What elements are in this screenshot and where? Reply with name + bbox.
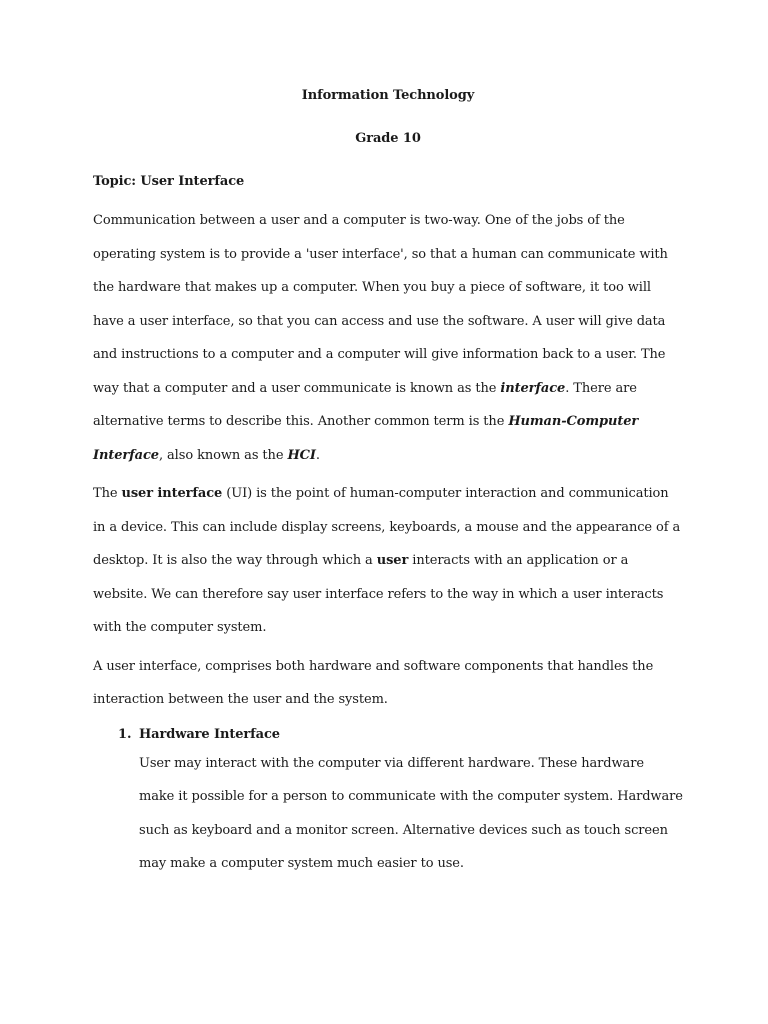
- paragraph-components: A user interface, comprises both hardware and software components that handles the interaction between the user and the system.: [93, 658, 654, 707]
- paragraph-communication: [93, 204, 683, 472]
- paragraph-text: . There are alternative terms to describe this. Another common term is the: [93, 380, 637, 429]
- paragraph-user-interface: [93, 477, 683, 645]
- bold-user-interface: user interface: [121, 486, 223, 501]
- emphasis-interface: interface: [500, 380, 566, 396]
- paragraph-text: The: [93, 486, 122, 501]
- paragraph-text: Communication between a user and a computer is two-way. One of the jobs of the operating system is to provide a 'user interface', so that a human can communicate with the hardware that makes up a computer. When you buy a piece of software, it too will have a user interface, so that you can access and use the software. A user will give data and instructions to a computer and a computer will give information back to a user. The way that a computer and a user communicate is known as the: [93, 213, 668, 396]
- document-body: [93, 86, 683, 881]
- emphasis-hci-full: Human-Computer Interface: [93, 414, 639, 463]
- list-item: [93, 725, 683, 881]
- emphasis-hci: HCI: [287, 447, 316, 463]
- document-topic: Topic: User Interface: [93, 174, 245, 189]
- document-title: Information Technology: [301, 88, 475, 103]
- numbered-list: [93, 725, 683, 881]
- paragraph-text: (UI) is the point of human-computer interaction and communication in a device. This can include display screens, keyboards, a mouse and the appearance of a desktop. It is also the way through which a: [93, 486, 681, 568]
- list-heading: Hardware Interface: [139, 726, 280, 742]
- paragraph-text: , also known as the: [158, 447, 288, 463]
- paragraph-text: .: [315, 447, 320, 463]
- list-body: User may interact with the computer via different hardware. These hardware make it possible for a person to communicate with the computer system. Hardware such as keyboard and a monitor screen. Alternative devices such as touch screen may make a computer system much easier to use.: [139, 755, 683, 871]
- bold-user: user: [376, 553, 409, 568]
- document-grade: Grade 10: [355, 131, 421, 146]
- list-number: 1.: [118, 726, 132, 742]
- paragraph-text: interacts with an application or a website. We can therefore say user interface refers to the way in which a user interacts with the computer system.: [93, 553, 664, 635]
